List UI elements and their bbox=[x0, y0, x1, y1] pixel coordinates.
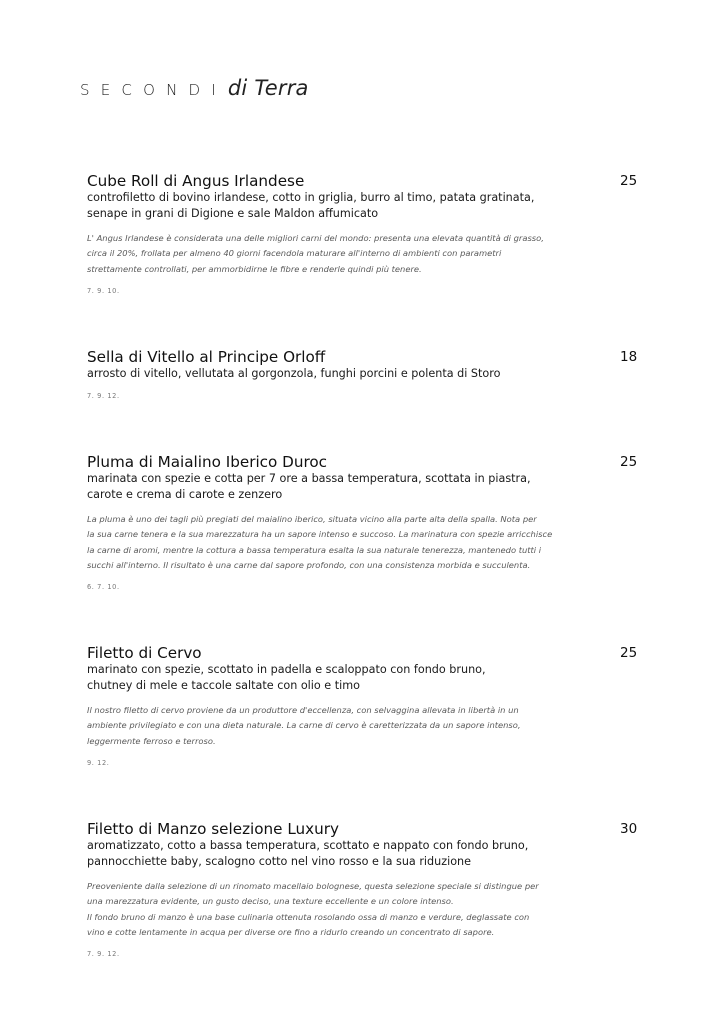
dish-name: Cube Roll di Angus Irlandese bbox=[87, 172, 305, 190]
dish-note bbox=[87, 512, 642, 573]
dish-item bbox=[87, 644, 642, 768]
dish-note-line: Preoveniente dalla selezione di un rinomato macellaio bolognese, questa selezione speciale si distingue per bbox=[87, 881, 539, 891]
dish-note-line: Il nostro filetto di cervo proviene da un produttore d'eccellenza, con selvaggina allevata in libertà in un bbox=[87, 705, 519, 715]
dish-note-line: strettamente controllati, per ammorbidirne le fibre e renderle quindi più tenere. bbox=[87, 263, 422, 274]
dish-description-line: marinata con spezie e cotta per 7 ore a bassa temperatura, scottata in piastra, bbox=[87, 472, 531, 485]
dish-allergens: 7. 9. 12. bbox=[87, 950, 120, 959]
section-subtitle: di Terra bbox=[227, 76, 309, 100]
dish-note bbox=[87, 231, 642, 277]
dish-note-line: vino e cotte lentamente in acqua per diverse ore fino a ridurlo creando un concentrato di sapore. bbox=[87, 926, 495, 937]
dish-note-line: la sua carne tenera e la sua marezzatura ha un sapore intenso e succoso. La marinatura con spezie arricchisce bbox=[87, 529, 553, 540]
dish-allergens: 6. 7. 10. bbox=[87, 583, 120, 592]
dish-name: Sella di Vitello al Principe Orloff bbox=[87, 348, 326, 366]
dish-note-line: ambiente privilegiato e con una dieta naturale. La carne di cervo è caretterizzata da un sapore intenso, bbox=[87, 720, 521, 731]
dish-allergens: 7. 9. 10. bbox=[87, 286, 120, 295]
dish-name: Pluma di Maialino Iberico Duroc bbox=[87, 453, 328, 471]
dish-description-line: arrosto di vitello, vellutata al gorgonzola, funghi porcini e polenta di Storo bbox=[87, 367, 501, 380]
dish-description-line: aromatizzato, cotto a bassa temperatura, scottato e nappato con fondo bruno, bbox=[87, 839, 529, 852]
dish-note-line: una marezzatura evidente, un gusto deciso, una texture eccellente e un colore intenso. bbox=[87, 896, 454, 907]
dish-allergens: 9. 12. bbox=[87, 758, 110, 767]
dish-note-line: la carne di aromi, mentre la cottura a bassa temperatura esalta la sua naturale tenerezza, mantenedo tutti i bbox=[87, 544, 542, 555]
dish-price: 25 bbox=[620, 454, 638, 470]
dish-note-line: leggermente ferroso e terroso. bbox=[87, 735, 216, 746]
section-title: SECONDI bbox=[80, 81, 227, 99]
dish-description-line: carote e crema di carote e zenzero bbox=[87, 487, 283, 501]
dish-description-line: controfiletto di bovino irlandese, cotto in griglia, burro al timo, patata gratinata, bbox=[87, 191, 535, 204]
dish-item bbox=[87, 348, 642, 401]
dish-note-line: L' Angus Irlandese è considerata una delle migliori carni del mondo: presenta una elevata quantità di grasso, bbox=[87, 233, 544, 243]
dish-name: Filetto di Manzo selezione Luxury bbox=[87, 820, 340, 838]
dish-note-line: circa il 20%, frollata per almeno 40 giorni facendola maturare all'interno di ambienti con parametri bbox=[87, 248, 502, 259]
page-header bbox=[80, 76, 309, 100]
dish-item bbox=[87, 453, 642, 592]
dish-allergens: 7. 9. 12. bbox=[87, 391, 120, 400]
dish-note-line: succhi all'interno. Il risultato è una carne dal sapore profondo, con una consistenza morbida e succulenta. bbox=[87, 559, 531, 570]
dish-description-line: pannocchiette baby, scalogno cotto nel vino rosso e la sua riduzione bbox=[87, 854, 472, 868]
dish-description-line: marinato con spezie, scottato in padella e scaloppato con fondo bruno, bbox=[87, 663, 486, 676]
dish-price: 25 bbox=[620, 645, 638, 661]
dish-price: 30 bbox=[620, 821, 638, 837]
dish-item bbox=[87, 820, 642, 959]
dish-note-line: La pluma è uno dei tagli più pregiati del maialino iberico, situata vicino alla parte alta della spalla. Nota per bbox=[87, 514, 537, 524]
dish-note bbox=[87, 879, 642, 940]
dish-description-line: senape in grani di Digione e sale Maldon affumicato bbox=[87, 206, 379, 220]
dish-note-line: Il fondo bruno di manzo è una base culinaria ottenuta rosolando ossa di manzo e verdure, deglassate con bbox=[87, 911, 530, 922]
dish-item bbox=[87, 172, 642, 296]
dish-description-line: chutney di mele e taccole saltate con olio e timo bbox=[87, 678, 360, 692]
dish-note bbox=[87, 703, 642, 749]
dish-price: 18 bbox=[620, 349, 638, 365]
dish-price: 25 bbox=[620, 173, 638, 189]
dish-name: Filetto di Cervo bbox=[87, 644, 202, 662]
